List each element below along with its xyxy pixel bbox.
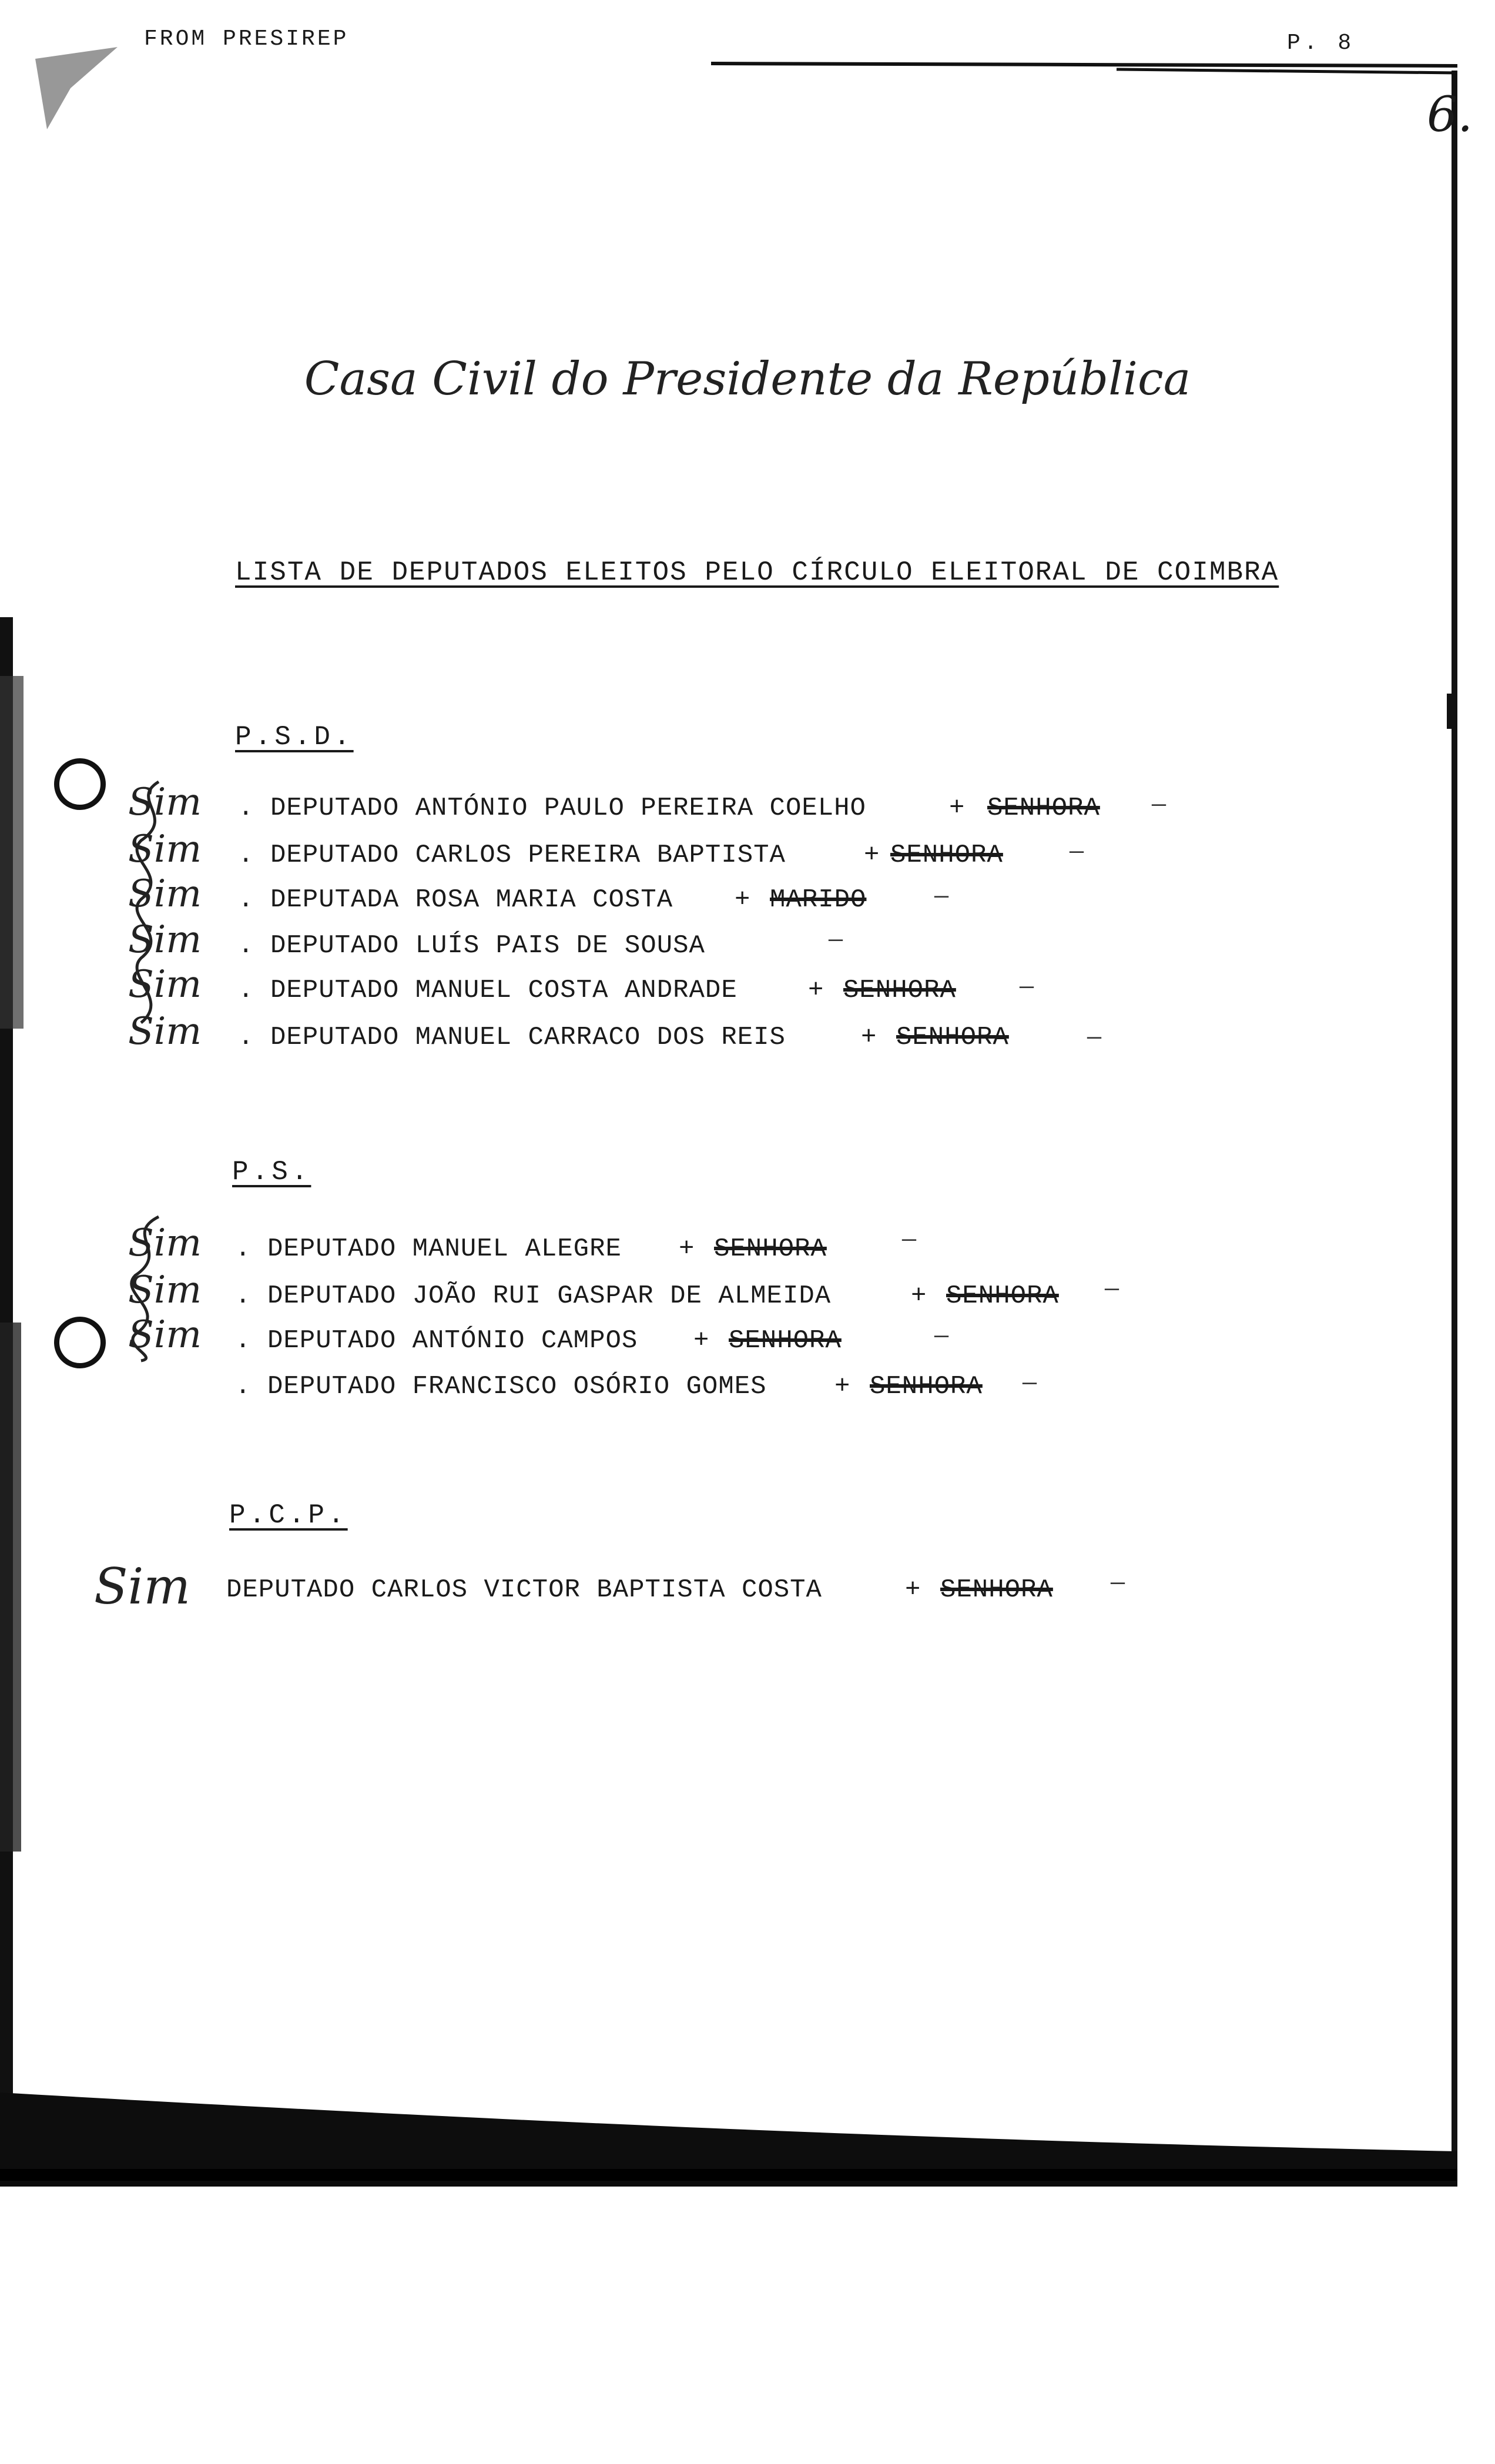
letterhead: Casa Civil do Presidente da República bbox=[304, 353, 1191, 406]
page-number: P. 8 bbox=[1287, 31, 1355, 56]
deputy-name: DEPUTADO ANTÓNIO PAULO PEREIRA COELHO bbox=[270, 794, 866, 823]
tick-mark: — bbox=[1152, 792, 1166, 819]
party-heading-psd: P.S.D. bbox=[235, 722, 354, 752]
companion-struck: SENHORA bbox=[946, 1281, 1059, 1311]
bullet-dot: . bbox=[238, 885, 254, 915]
deputy-name: DEPUTADA ROSA MARIA COSTA bbox=[270, 885, 673, 915]
plus-sign: + bbox=[861, 1023, 877, 1052]
handwritten-page-number: 6. bbox=[1427, 87, 1473, 143]
deputy-name: DEPUTADO MANUEL CARRACO DOS REIS bbox=[270, 1023, 786, 1052]
tick-mark: — bbox=[829, 928, 843, 954]
deputy-name: DEPUTADO MANUEL COSTA ANDRADE bbox=[270, 976, 738, 1005]
plus-sign: + bbox=[864, 841, 880, 870]
handwritten-annotation: Sim bbox=[128, 1221, 202, 1265]
bullet-dot: . bbox=[235, 1234, 252, 1264]
plus-sign: + bbox=[679, 1234, 695, 1264]
companion-struck: SENHORA bbox=[896, 1023, 1009, 1052]
plus-sign: + bbox=[949, 794, 966, 823]
handwritten-annotation: Sim bbox=[128, 918, 202, 962]
handwritten-scribble bbox=[112, 1211, 182, 1364]
handwritten-scribble bbox=[118, 776, 188, 1058]
handwritten-annotation: Sim bbox=[128, 1010, 202, 1053]
bullet-dot: . bbox=[238, 841, 254, 870]
bullet-dot: . bbox=[235, 1372, 252, 1401]
deputy-name: DEPUTADO MANUEL ALEGRE bbox=[267, 1234, 622, 1264]
bullet-dot: . bbox=[235, 1326, 252, 1355]
plus-sign: + bbox=[735, 885, 751, 915]
tick-mark: — bbox=[902, 1227, 917, 1254]
binder-hole bbox=[54, 758, 106, 810]
bullet-dot: . bbox=[238, 1023, 254, 1052]
companion-struck: SENHORA bbox=[843, 976, 956, 1005]
deputy-name: DEPUTADO JOÃO RUI GASPAR DE ALMEIDA bbox=[267, 1281, 832, 1311]
bullet-dot: . bbox=[235, 1281, 252, 1311]
plus-sign: + bbox=[911, 1281, 927, 1311]
tick-mark: — bbox=[934, 884, 949, 910]
handwritten-annotation: Sim bbox=[128, 781, 202, 824]
plus-sign: + bbox=[693, 1326, 710, 1355]
handwritten-annotation: Sim bbox=[128, 828, 202, 871]
tick-mark: — bbox=[1111, 1571, 1125, 1597]
handwritten-annotation: Sim bbox=[128, 963, 202, 1006]
deputy-name: DEPUTADO ANTÓNIO CAMPOS bbox=[267, 1326, 638, 1355]
deputy-name: DEPUTADO CARLOS VICTOR BAPTISTA COSTA bbox=[226, 1575, 822, 1605]
companion-struck: SENHORA bbox=[714, 1234, 827, 1264]
deputy-name: DEPUTADO FRANCISCO OSÓRIO GOMES bbox=[267, 1372, 767, 1401]
document-title: LISTA DE DEPUTADOS ELEITOS PELO CÍRCULO ELEITORAL DE COIMBRA bbox=[235, 557, 1279, 588]
tick-mark: — bbox=[1020, 975, 1034, 1001]
handwritten-annotation: Sim bbox=[94, 1558, 191, 1615]
companion-struck: SENHORA bbox=[890, 841, 1003, 870]
companion-struck: SENHORA bbox=[987, 794, 1100, 823]
tick-mark: — bbox=[934, 1324, 949, 1350]
tick-mark: — bbox=[1087, 1025, 1102, 1052]
bullet-dot: . bbox=[238, 794, 254, 823]
tick-mark: — bbox=[1070, 839, 1084, 866]
plus-sign: + bbox=[905, 1575, 921, 1605]
bullet-dot: . bbox=[238, 976, 254, 1005]
handwritten-annotation: Sim bbox=[128, 872, 202, 916]
companion-struck: MARIDO bbox=[770, 885, 867, 915]
fax-header: FROM PRESIREP bbox=[144, 26, 349, 52]
companion-struck: SENHORA bbox=[729, 1326, 842, 1355]
plus-sign: + bbox=[808, 976, 824, 1005]
party-heading-ps: P.S. bbox=[232, 1157, 311, 1187]
tick-mark: — bbox=[1023, 1371, 1037, 1397]
party-heading-pcp: P.C.P. bbox=[229, 1500, 348, 1531]
companion-struck: SENHORA bbox=[870, 1372, 983, 1401]
deputy-name: DEPUTADO CARLOS PEREIRA BAPTISTA bbox=[270, 841, 786, 870]
handwritten-annotation: Sim bbox=[128, 1313, 202, 1357]
deputy-name: DEPUTADO LUÍS PAIS DE SOUSA bbox=[270, 931, 705, 960]
handwritten-annotation: Sim bbox=[128, 1268, 202, 1312]
tick-mark: — bbox=[1105, 1277, 1119, 1303]
bullet-dot: . bbox=[238, 931, 254, 960]
companion-struck: SENHORA bbox=[940, 1575, 1053, 1605]
plus-sign: + bbox=[834, 1372, 851, 1401]
binder-hole bbox=[54, 1317, 106, 1368]
